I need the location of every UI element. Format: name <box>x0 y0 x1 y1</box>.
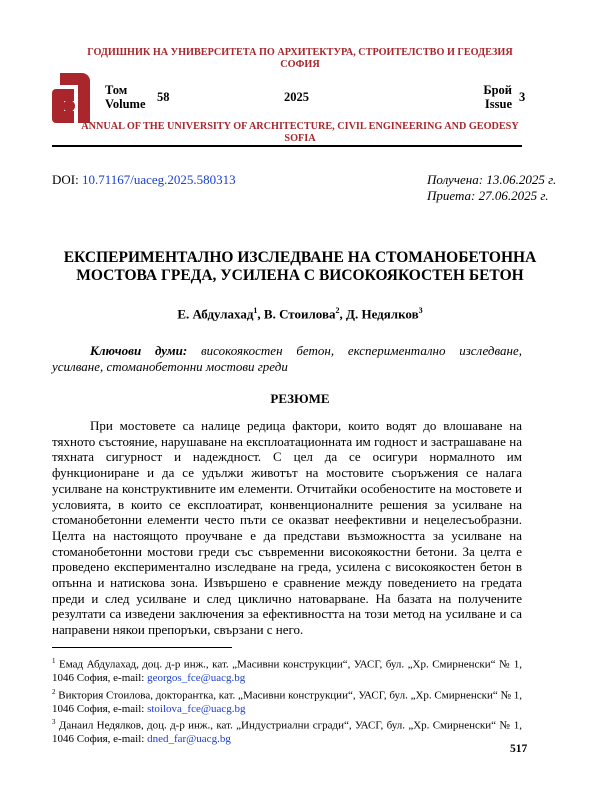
issue-number: 3 <box>519 90 526 104</box>
author-name: В. Стоилова <box>263 306 336 322</box>
abstract-title: РЕЗЮМЕ <box>270 391 330 406</box>
author-name: Д. Недялков <box>346 306 419 322</box>
author-mark: 2 <box>335 306 340 315</box>
footnote-divider <box>52 647 232 648</box>
footnote <box>52 716 522 747</box>
footnote-email-link[interactable]: stoilova_fce@uacg.bg <box>147 702 246 715</box>
author-separator: , <box>257 306 264 322</box>
issue-label-en: Issue <box>484 96 512 111</box>
received-date: Получена: 13.06.2025 г. <box>427 172 557 187</box>
footnote <box>52 655 522 686</box>
issue-label <box>476 84 512 111</box>
doi-label: DOI: <box>52 172 79 187</box>
footnote-mark: 2 <box>52 687 56 696</box>
uacg-logo-icon <box>52 73 90 123</box>
year: 2025 <box>284 90 309 104</box>
author-mark: 3 <box>418 306 423 315</box>
author-mark: 1 <box>253 306 258 315</box>
volume-label <box>105 84 146 111</box>
accepted-date: Приета: 27.06.2025 г. <box>427 188 549 203</box>
journal-name-en: ANNUAL OF THE UNIVERSITY OF ARCHITECTURE, CIVIL ENGINEERING AND GEODESY <box>81 121 519 132</box>
journal-name-bg: ГОДИШНИК НА УНИВЕРСИТЕТА ПО АРХИТЕКТУРА, СТРОИТЕЛСТВО И ГЕОДЕЗИЯ <box>87 47 513 58</box>
journal-title-bg <box>60 47 540 71</box>
journal-city-bg: СОФИЯ <box>280 59 320 70</box>
footnote-email-link[interactable]: georgos_fce@uacg.bg <box>147 672 246 685</box>
header-divider <box>52 145 522 147</box>
footnote <box>52 686 522 717</box>
footnote-text: Данаил Недялков, доц. д-р инж., кат. „Индустриални сгради“, УАСГ, бул. „Хр. Смирненски“ № 1, 1046 София, e-mail: <box>52 719 522 746</box>
author-name: Е. Абдулахад <box>177 306 254 322</box>
footnote-email-link[interactable]: dned_far@uacg.bg <box>147 733 231 746</box>
article-title: ЕКСПЕРИМЕНТАЛНО ИЗСЛЕДВАНЕ НА СТОМАНОБЕТОННА МОСТОВА ГРЕДА, УСИЛЕНА С ВИСОКОЯКОСТЕН БЕТОН <box>63 249 537 284</box>
footnote-mark: 3 <box>52 718 56 727</box>
volume-label-en: Volume <box>105 96 146 111</box>
dates <box>427 172 556 204</box>
authors <box>40 306 560 322</box>
journal-title-en <box>60 121 540 145</box>
abstract-text: При мостовете са налице редица фактори, които водят до влошаване на тяхното състояние, нарушаване на експлоатационната им годност и застрашаване на тяхната сигурност и надеждност. С цел да се осигури нормалното им функциониране и да се удължи животът на мостовите съоръжения се налага усилване на конструктивните им елементи. Отчитайки особеностите на мостовете и условията, в които се експлоатират, конвенционалните решения за усилване на стоманобетонни елементи често пъти се оказват неефективни и нецелесъобразни. Целта на настоящото проучване е да представи възможността за усилване на стоманобетонни мостови греди със съвременни високоякостни бетони. За целта е проведено експериментално изследване на греда, усилена с високоякостен бетон в опънна и натискова зона. Извършено е сравнение между поведението на гредата преди и след усилване и след циклично натоварване. На базата на получените резултати са изведени заключения за ефективността на този метод на усилване и са направени някои препоръки, свързани с него. <box>52 418 522 638</box>
footnote-text: Виктория Стоилова, докторантка, кат. „Масивни конструкции“, УАСГ, бул. „Хр. Смирненски“ № 1, 1046 София, e-mail: <box>52 689 522 715</box>
issue-label-bg: Брой <box>483 83 512 97</box>
keywords <box>52 343 522 375</box>
journal-city-en: SOFIA <box>284 133 316 144</box>
doi-link[interactable]: 10.71167/uaceg.2025.580313 <box>81 172 236 187</box>
footnotes <box>52 655 522 747</box>
page-number: 517 <box>510 743 528 755</box>
footnote-text: Емад Абдулахад, доц. д-р инж., кат. „Масивни конструкции“, УАСГ, бул. „Хр. Смирненски“ № 1, 1046 София, e-mail: <box>52 658 522 685</box>
footnote-mark: 1 <box>52 657 56 665</box>
doi-line <box>52 172 236 188</box>
keywords-text: високоякостен бетон, експериментално изследване, усилване, стоманобетонни мостови греди <box>52 343 523 374</box>
author-separator: , <box>339 306 347 322</box>
volume-number: 58 <box>157 90 170 104</box>
volume-label-bg: Том <box>105 83 128 97</box>
keywords-label: Ключови думи: <box>90 343 188 358</box>
